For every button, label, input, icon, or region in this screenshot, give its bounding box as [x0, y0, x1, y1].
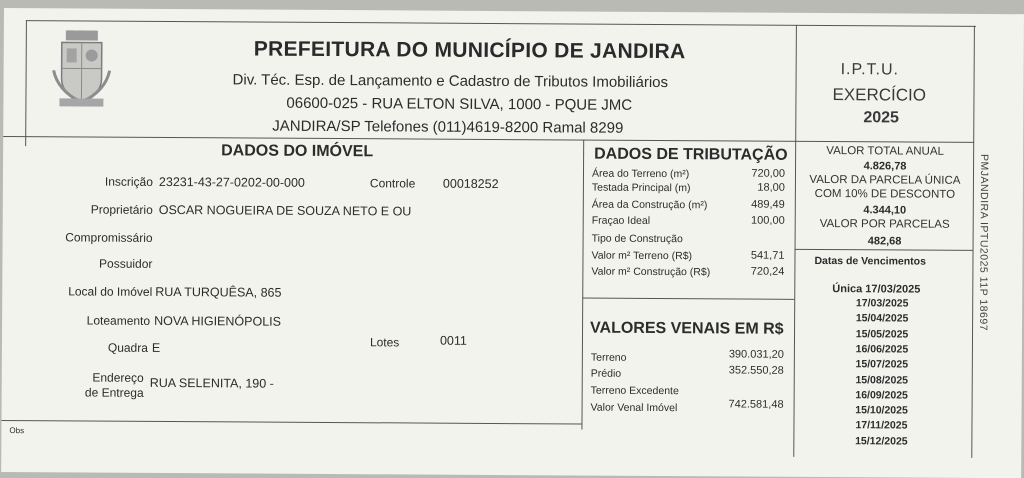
proprietario-label: Proprietário [17, 202, 153, 217]
tributacao-row-value: 489,49 [715, 198, 785, 210]
quadra-value: E [152, 341, 160, 355]
valores-venais-table [4, 8, 1024, 14]
loteamento-value: NOVA HIGIENÓPOLIS [154, 314, 281, 329]
valor-venal-row-value: 742.581,48 [714, 398, 784, 410]
tributacao-row-label: Área da Construção (m²) [592, 199, 708, 212]
tributacao-row-value: 541,71 [714, 249, 784, 261]
inscricao-label: Inscrição [17, 174, 153, 189]
valor-venal-row-value: 390.031,20 [714, 348, 784, 360]
compromissario-label: Compromissário [17, 230, 153, 245]
valor-unica-label-2: COM 10% DE DESCONTO [799, 188, 971, 201]
tributacao-divider [582, 298, 794, 300]
tributacao-row-label: Fraçao Ideal [592, 215, 650, 227]
iptu-carne [1, 8, 1024, 478]
valor-unica-value: 4.344,10 [799, 204, 971, 217]
valor-unica-label-1: VALOR DA PARCELA ÚNICA [799, 174, 971, 187]
vencimento-date: 15/08/2025 [822, 374, 942, 387]
vencimento-date: 17/03/2025 [822, 297, 942, 310]
controle-label: Controle [370, 176, 415, 190]
local-imovel-value: RUA TURQUÊSA, 865 [155, 285, 281, 300]
valor-total-label: VALOR TOTAL ANUAL [799, 145, 971, 158]
vencimentos-list [4, 8, 1024, 14]
vencimento-date: 15/10/2025 [822, 404, 942, 417]
tributacao-left-line [581, 140, 584, 430]
vencimentos-title: Datas de Vencimentos [814, 255, 926, 268]
iptu-label: I.P.T.U. [841, 61, 899, 79]
side-control-code: PMJANDIRA IPTU2025 11P 18697 [977, 154, 990, 331]
exercicio-label: EXERCÍCIO [832, 85, 926, 106]
lotes-value: 0011 [440, 334, 467, 348]
tributacao-row-label: Tipo de Construção [592, 233, 683, 246]
tributacao-row-label: Valor m² Construção (R$) [591, 266, 710, 279]
vencimento-date: 17/11/2025 [821, 419, 941, 432]
department-address: 06600-025 - RUA ELTON SILVA, 1000 - PQUE JMC [286, 95, 632, 114]
loteamento-label: Loteamento [14, 313, 150, 328]
vencimento-unica: Única 17/03/2025 [832, 283, 920, 296]
local-imovel-label: Local do Imóvel [16, 284, 152, 299]
header-bottom-line [3, 136, 974, 143]
left-border [25, 20, 27, 146]
valor-parcelas-value: 482,68 [799, 235, 971, 248]
valor-total-value: 4.826,78 [799, 160, 971, 173]
obs-label: Obs [9, 426, 24, 435]
possuidor-label: Possuidor [16, 256, 152, 271]
right-border [971, 26, 975, 458]
jandira-coat-of-arms-logo [51, 30, 111, 108]
valor-venal-row-label: Terreno [591, 352, 627, 364]
department-name: Div. Téc. Esp. de Lançamento e Cadastro de Tributos Imobiliários [233, 71, 669, 91]
tributacao-row-label: Área do Terreno (m²) [592, 168, 689, 181]
lotes-label: Lotes [370, 335, 399, 349]
tributacao-row-value: 720,00 [715, 167, 785, 179]
vencimentos-divider [795, 249, 973, 251]
section-title-imovel: DADOS DO IMÓVEL [221, 142, 373, 161]
inscricao-value: 23231-43-27-0202-00-000 [159, 175, 305, 190]
obs-line [1, 420, 581, 425]
vencimento-date: 16/09/2025 [822, 389, 942, 402]
endereco-entrega-label-1: Endereço [8, 370, 144, 385]
page-title: PREFEITURA DO MUNICÍPIO DE JANDIRA [254, 38, 686, 65]
valor-venal-row-value: 352.550,28 [714, 364, 784, 376]
vencimento-date: 15/05/2025 [822, 328, 942, 341]
tributacao-row-label: Valor m² Terreno (R$) [591, 250, 692, 263]
iptu-box-left [793, 25, 797, 457]
endereco-entrega-label-2: de Entrega [8, 385, 144, 400]
vencimento-date: 15/04/2025 [822, 312, 942, 325]
tributacao-table [4, 8, 1024, 14]
quadra-label: Quadra [12, 340, 148, 355]
tributacao-row-value: 720,24 [714, 265, 784, 277]
exercicio-year: 2025 [863, 109, 899, 127]
valor-venal-row-label: Prédio [591, 368, 621, 380]
endereco-entrega-value: RUA SELENITA, 190 - [150, 376, 274, 391]
proprietario-value: OSCAR NOGUEIRA DE SOUZA NETO E OU [159, 203, 412, 219]
tributacao-row-value: 100,00 [715, 214, 785, 226]
valor-venal-row-label: Terreno Excedente [591, 385, 679, 398]
controle-value: 00018252 [443, 177, 499, 191]
vencimento-date: 15/07/2025 [822, 358, 942, 371]
section-title-valores-venais: VALORES VENAIS EM R$ [590, 320, 784, 339]
tributacao-row-label: Testada Principal (m) [592, 182, 691, 195]
department-city-phone: JANDIRA/SP Telefones (011)4619-8200 Ramal 8299 [272, 118, 623, 137]
vencimento-date: 16/06/2025 [822, 343, 942, 356]
section-title-tributacao: DADOS DE TRIBUTAÇÃO [594, 146, 788, 165]
vencimento-date: 15/12/2025 [821, 435, 941, 448]
top-border [26, 20, 976, 27]
valor-venal-row-label: Valor Venal Imóvel [591, 402, 678, 415]
tributacao-row-value: 18,00 [715, 181, 785, 193]
valor-parcelas-label: VALOR POR PARCELAS [799, 218, 971, 231]
